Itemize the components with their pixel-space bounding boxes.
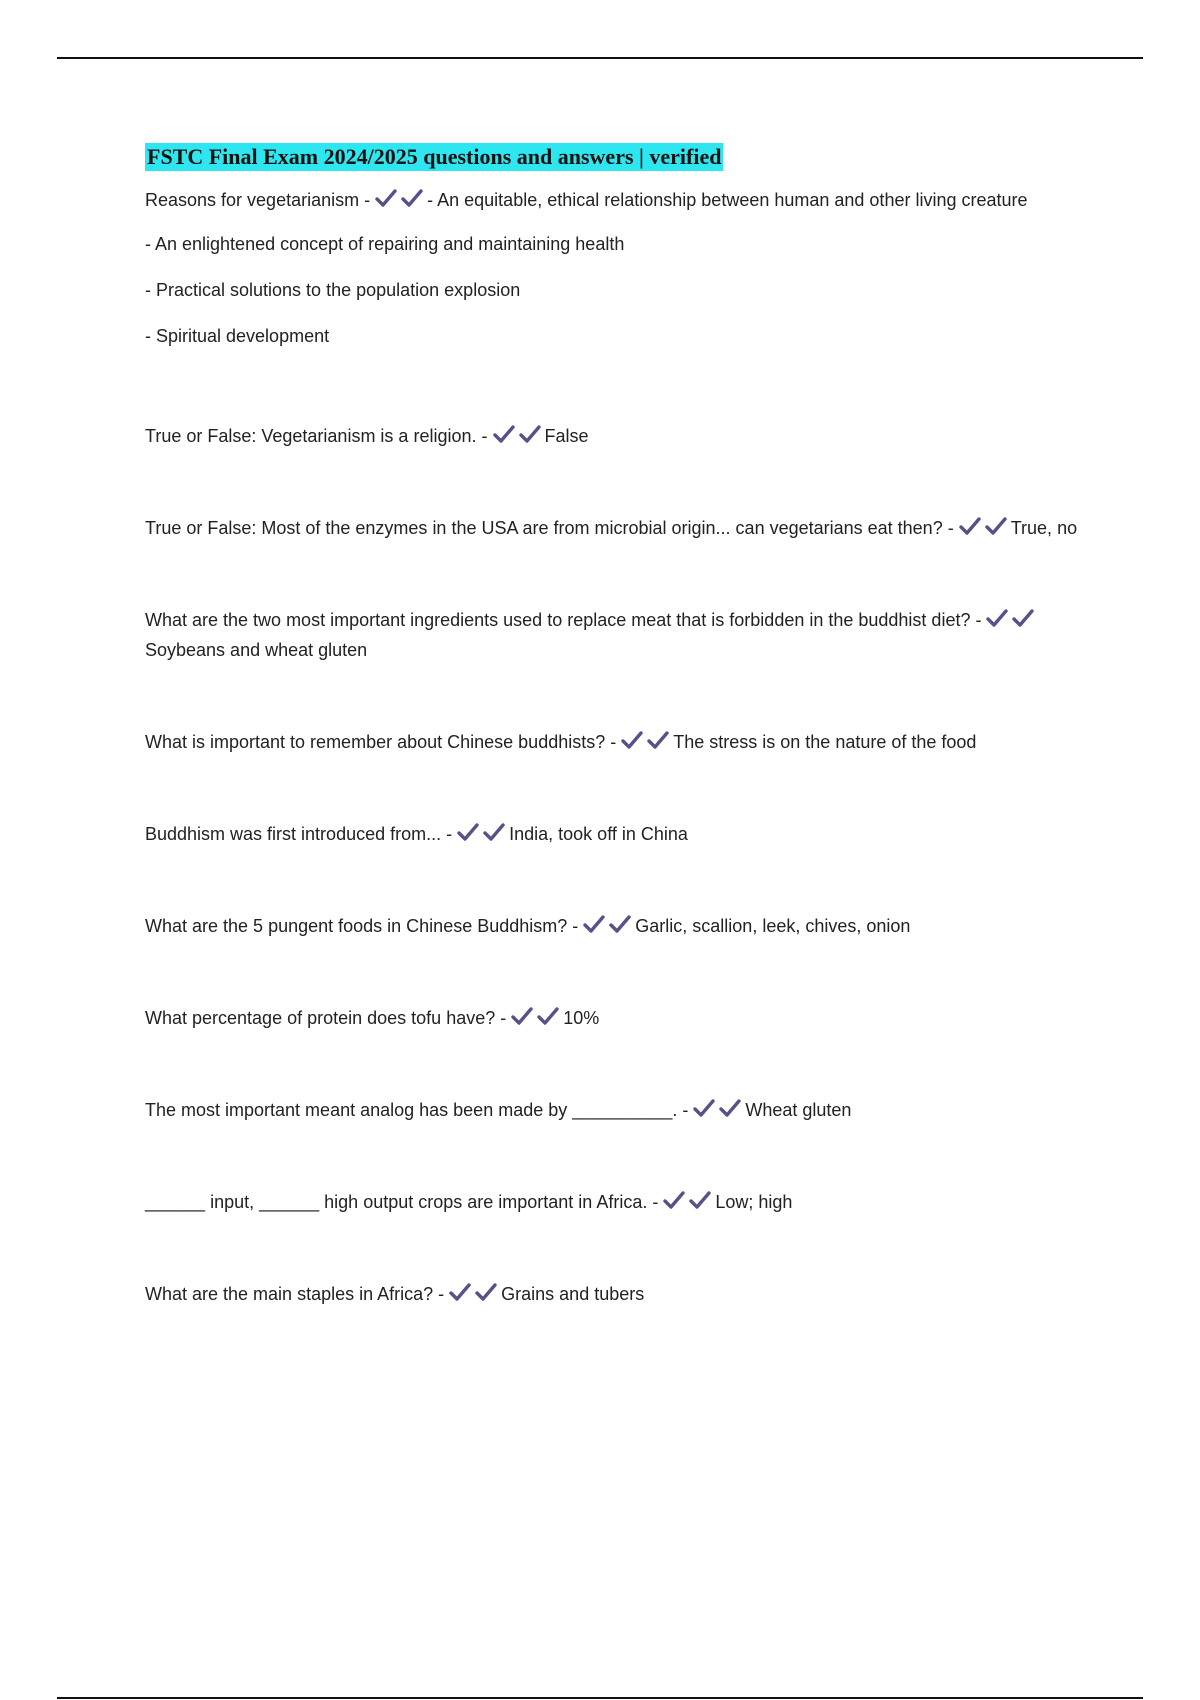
answer-text: Soybeans and wheat gluten — [145, 640, 368, 660]
checkmark-icon — [985, 517, 1007, 537]
answer-text: Wheat gluten — [745, 1100, 852, 1120]
qa-item — [145, 1003, 1080, 1033]
answer-text: Low; high — [715, 1192, 793, 1212]
checkmark-icon — [719, 1099, 741, 1119]
answer-line: - Practical solutions to the population explosion — [145, 280, 521, 300]
answer-text: Grains and tubers — [501, 1284, 645, 1304]
qa-item — [145, 185, 1080, 215]
checkmark-icon — [663, 1191, 685, 1211]
question-text: What are the main staples in Africa? - — [145, 1284, 445, 1304]
checkmark-icon — [621, 731, 643, 751]
answer-line: - Spiritual development — [145, 326, 330, 346]
question-text: What are the two most important ingredients used to replace meat that is forbidden in the buddhist diet? - — [145, 610, 982, 630]
question-text: What percentage of protein does tofu have? - — [145, 1008, 507, 1028]
answer-text: The stress is on the nature of the food — [673, 732, 977, 752]
qa-item — [145, 605, 1080, 665]
answer-text: Garlic, scallion, leek, chives, onion — [635, 916, 911, 936]
answer-text: India, took off in China — [509, 824, 688, 844]
qa-item — [145, 1279, 1080, 1309]
checkmark-icon — [959, 517, 981, 537]
question-text: ______ input, ______ high output crops are important in Africa. - — [145, 1192, 659, 1212]
checkmark-icon — [583, 915, 605, 935]
qa-item — [145, 911, 1080, 941]
bottom-rule — [57, 1697, 1143, 1699]
document-title: FSTC Final Exam 2024/2025 questions and answers | verified — [147, 144, 722, 169]
answer-text: 10% — [563, 1008, 600, 1028]
checkmark-icon — [519, 425, 541, 445]
checkmark-icon — [483, 823, 505, 843]
question-text: What is important to remember about Chinese buddhists? - — [145, 732, 617, 752]
qa-item — [145, 1095, 1080, 1125]
checkmark-icon — [693, 1099, 715, 1119]
checkmark-icon — [457, 823, 479, 843]
checkmark-icon — [449, 1283, 471, 1303]
checkmark-icon — [1012, 609, 1034, 629]
document-body — [145, 143, 1080, 1309]
checkmark-icon — [475, 1283, 497, 1303]
qa-item — [145, 819, 1080, 849]
checkmark-icon — [647, 731, 669, 751]
answer-text: - An equitable, ethical relationship between human and other living creature — [427, 190, 1028, 210]
qa-item — [145, 1187, 1080, 1217]
question-text: Reasons for vegetarianism - — [145, 190, 371, 210]
qa-item — [145, 727, 1080, 757]
qa-item — [145, 513, 1080, 543]
checkmark-icon — [375, 189, 397, 209]
qa-item — [145, 421, 1080, 451]
checkmark-icon — [493, 425, 515, 445]
question-text: What are the 5 pungent foods in Chinese Buddhism? - — [145, 916, 579, 936]
question-text: True or False: Most of the enzymes in the USA are from microbial origin... can vegetarians eat then? - — [145, 518, 954, 538]
checkmark-icon — [986, 609, 1008, 629]
checkmark-icon — [537, 1007, 559, 1027]
checkmark-icon — [401, 189, 423, 209]
question-text: The most important meant analog has been made by __________. - — [145, 1100, 689, 1120]
answer-text: True, no — [1010, 518, 1078, 538]
top-rule — [57, 57, 1143, 59]
question-text: True or False: Vegetarianism is a religion. - — [145, 426, 488, 446]
checkmark-icon — [689, 1191, 711, 1211]
qa-list — [145, 421, 1080, 1309]
answer-text: False — [544, 426, 589, 446]
checkmark-icon — [511, 1007, 533, 1027]
answer-line: - An enlightened concept of repairing and maintaining health — [145, 234, 625, 254]
question-text: Buddhism was first introduced from... - — [145, 824, 453, 844]
answer-continuation — [145, 229, 1080, 351]
checkmark-icon — [609, 915, 631, 935]
